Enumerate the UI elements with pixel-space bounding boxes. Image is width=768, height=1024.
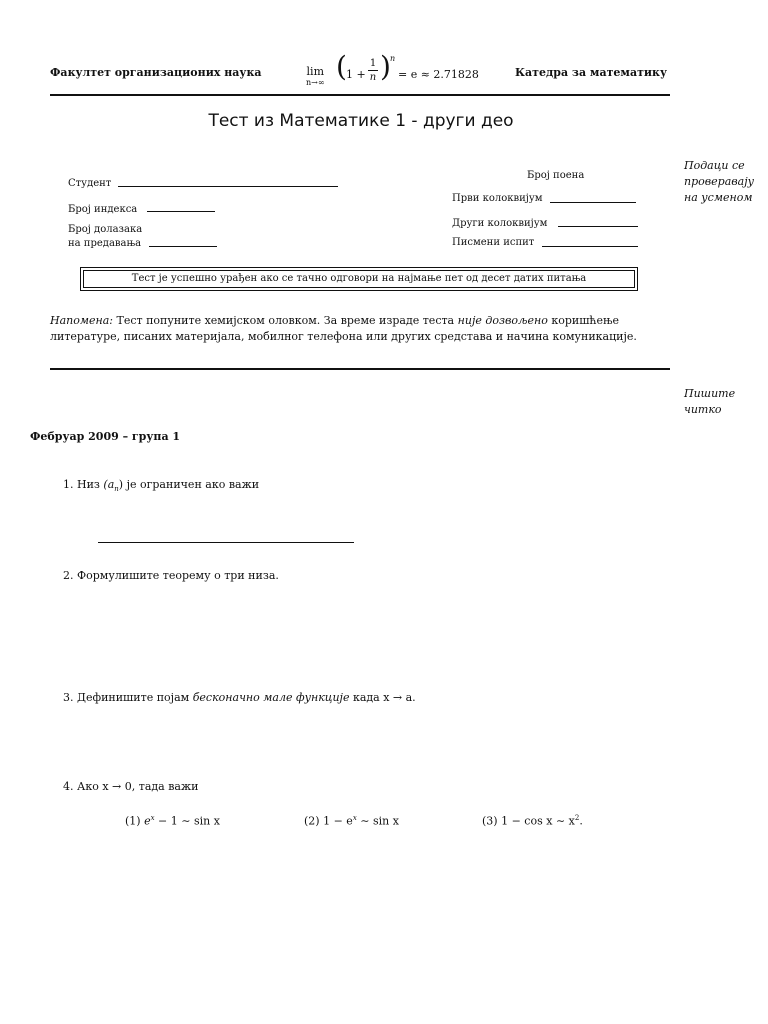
pass-criteria-text: Тест је успешно урађен ако се тачно одговори на најмање пет од десет датих питања: [83, 270, 635, 288]
first-colloquium-field[interactable]: [550, 202, 636, 203]
right-paren: ): [380, 50, 391, 83]
attendance-label-line2: на предавања: [68, 238, 142, 249]
question-4: 4. Ако x → 0, тада важи: [63, 780, 199, 793]
note-emphasis: није дозвољено: [457, 314, 548, 327]
answer-line-1[interactable]: [98, 542, 354, 543]
section-rule: [50, 368, 670, 370]
first-colloquium-label: Први колоквијум: [452, 193, 543, 204]
question-1: 1. Низ $(a_n)$ је ограничен ако важи: [63, 478, 260, 494]
department-name: Катедра за математику: [515, 66, 668, 79]
index-field[interactable]: [147, 211, 215, 212]
note-label: Напомена:: [50, 314, 113, 327]
second-colloquium-label: Други колоквијум: [452, 218, 548, 229]
option-2: (2) $1 - e^x$ ∼ sin x: [304, 814, 399, 828]
written-exam-field[interactable]: [542, 246, 638, 247]
instructions-note: Напомена: Тест попуните хемијском оловком. За време израде теста није дозвољено коришћење литературе, писаних материјала, мобилног телефона или других средстава и начина комуникације.: [50, 314, 637, 343]
index-label: Број индекса: [68, 204, 138, 215]
header-rule: [50, 94, 670, 96]
pass-criteria-box: [80, 267, 638, 291]
attendance-field[interactable]: [149, 246, 217, 247]
attendance-label-line1: Број долазака: [68, 224, 143, 235]
limit-operator: lim n→∞: [306, 65, 325, 87]
written-exam-label: Писмени испит: [452, 237, 535, 248]
question-3: 3. Дефинишите појам бесконачно мале функције када x → a.: [63, 691, 416, 704]
margin-note-verify: Подаци се проверавају на усменом: [684, 159, 755, 204]
option-3: (3) 1 − cos x ∼ $x^2$.: [482, 814, 583, 828]
fraction: 1 n: [369, 58, 377, 83]
formula-result: = e ≈ 2.71828: [398, 68, 479, 81]
one-plus: 1 +: [346, 68, 366, 81]
faculty-name: Факултет организационих наука: [50, 66, 262, 79]
second-colloquium-field[interactable]: [558, 226, 638, 227]
section-heading: Фебруар 2009 – група 1: [30, 430, 181, 443]
student-label: Студент: [68, 178, 112, 189]
euler-limit-formula: [306, 50, 486, 90]
exponent: n: [390, 54, 396, 63]
margin-note-write: Пишите читко: [684, 387, 736, 416]
question-2: 2. Формулишите теорему о три низа.: [63, 569, 279, 582]
left-paren: (: [336, 50, 347, 83]
student-field[interactable]: [118, 186, 338, 187]
page-title: Тест из Математике 1 - други део: [208, 111, 514, 131]
points-heading: Број поена: [527, 170, 585, 181]
option-1: (1) $e^x - 1$ ∼ sin x: [125, 814, 220, 828]
